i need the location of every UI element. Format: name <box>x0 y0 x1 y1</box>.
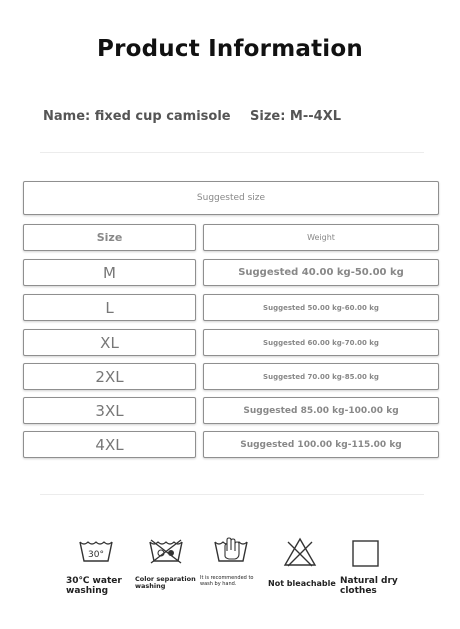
weight-cell: Suggested 100.00 kg-115.00 kg <box>203 431 439 458</box>
weight-column-header: Weight <box>203 224 439 251</box>
care-label-color-separation: Color separation washing <box>135 575 196 591</box>
wash-temperature-badge: 30° <box>88 550 104 560</box>
divider <box>40 152 424 153</box>
care-label-not-bleachable: Not bleachable <box>268 579 336 588</box>
size-cell: M <box>23 259 196 286</box>
weight-cell: Suggested 70.00 kg-85.00 kg <box>203 363 439 390</box>
wash-30-icon <box>77 537 115 565</box>
product-size-range: Size: M--4XL <box>250 109 342 124</box>
table-caption: Suggested size <box>23 181 439 215</box>
care-label-water-washing: 30℃ water washing <box>66 576 122 597</box>
weight-cell: Suggested 40.00 kg-50.00 kg <box>203 259 439 286</box>
size-cell: 2XL <box>23 363 196 390</box>
care-label-natural-dry: Natural dry clothes <box>340 576 398 597</box>
hand-wash-icon <box>212 534 250 565</box>
size-cell: 4XL <box>23 431 196 458</box>
divider <box>40 494 424 495</box>
page-title: Product Information <box>97 36 363 62</box>
weight-cell: Suggested 50.00 kg-60.00 kg <box>203 294 439 321</box>
no-bleach-icon <box>282 536 318 568</box>
dry-icon <box>351 539 381 569</box>
size-column-header: Size <box>23 224 196 251</box>
weight-cell: Suggested 85.00 kg-100.00 kg <box>203 397 439 424</box>
color-separation-icon <box>147 537 185 565</box>
size-cell: L <box>23 294 196 321</box>
product-name: Name: fixed cup camisole <box>43 109 231 124</box>
size-cell: 3XL <box>23 397 196 424</box>
weight-cell: Suggested 60.00 kg-70.00 kg <box>203 329 439 356</box>
care-label-hand-wash: It is recommended to wash by hand. <box>200 575 254 587</box>
size-cell: XL <box>23 329 196 356</box>
